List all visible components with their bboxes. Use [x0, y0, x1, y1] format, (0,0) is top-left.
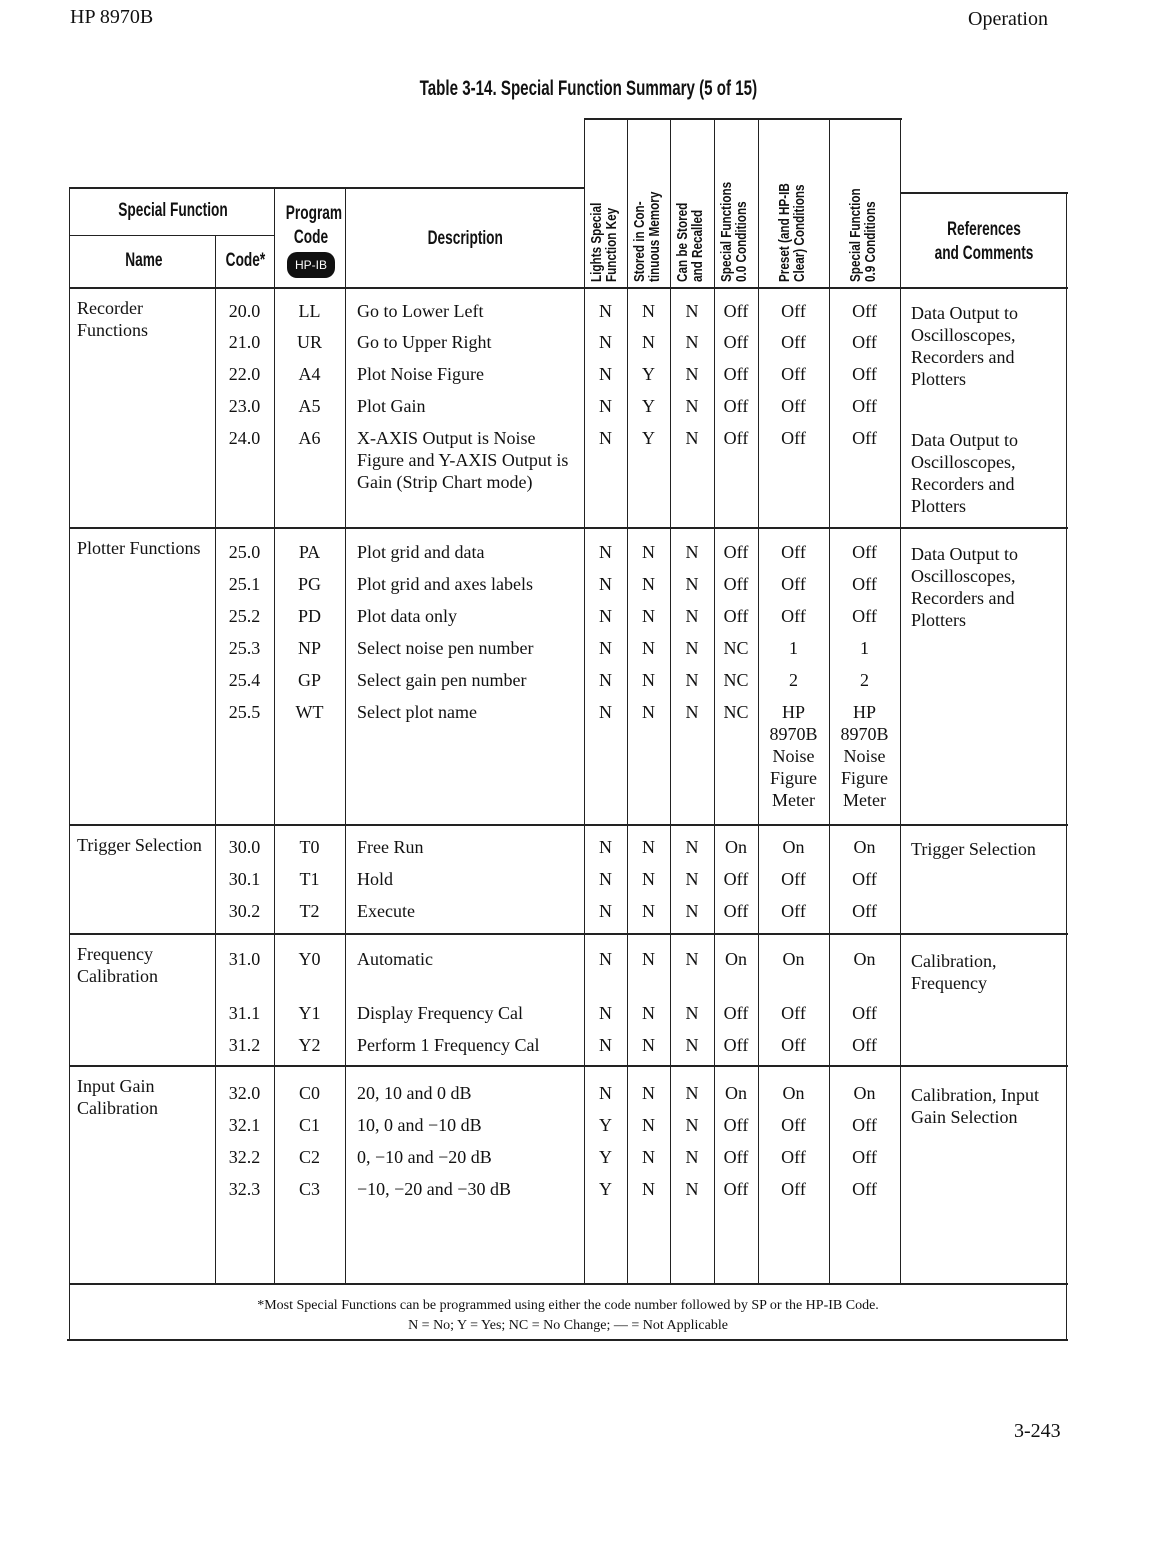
flag-value: On [782, 949, 805, 969]
hpib-code: UR [296, 332, 322, 352]
function-description: Plot grid and axes labels [357, 574, 533, 594]
group-divider [70, 1283, 1068, 1285]
hpib-code: C3 [298, 1179, 320, 1199]
flag-value: Off [781, 1035, 806, 1055]
flag-value: N [642, 1147, 655, 1167]
flag-value: Off [781, 396, 806, 416]
flag-value: Y [642, 364, 655, 384]
function-code: 30.0 [228, 837, 261, 857]
flag-value: NC [723, 702, 749, 722]
hpib-code: WT [295, 702, 324, 722]
flag-value: N [642, 837, 655, 857]
flag-value: Off [852, 1035, 877, 1055]
flag-value: On [853, 949, 876, 969]
flag-value: Off [723, 542, 749, 562]
header-flag-3: Special Functions 0.0 Conditions [718, 181, 750, 282]
footnote-legend: N = No; Y = Yes; NC = No Change; — = Not Applicable [408, 1318, 728, 1333]
flag-value: Off [723, 1147, 749, 1167]
flag-value: Off [852, 869, 877, 889]
function-description: 20, 10 and 0 dB [357, 1083, 472, 1103]
flag-value: Off [781, 869, 806, 889]
function-description: Select noise pen number [357, 638, 534, 658]
hpib-code: C2 [298, 1147, 320, 1167]
flag-value: On [782, 1083, 805, 1103]
table-border-bottom [67, 1339, 1068, 1341]
flag-value: N [642, 1115, 655, 1135]
flag-value: Off [781, 332, 806, 352]
header-flag-1: Stored in Con- tinuous Memory [630, 191, 663, 282]
function-code: 32.3 [228, 1179, 261, 1199]
function-code: 31.2 [228, 1035, 261, 1055]
flag-value: Off [852, 1147, 877, 1167]
function-code: 25.5 [228, 702, 261, 722]
function-description: Perform 1 Frequency Cal [357, 1035, 540, 1055]
flag-value: N [599, 837, 612, 857]
flag-value: NC [723, 638, 749, 658]
flag-value: N [642, 1035, 655, 1055]
flag-value: N [642, 869, 655, 889]
flag-value: N [642, 901, 655, 921]
flag-value: Off [723, 428, 749, 448]
reference-comment: Data Output to Oscilloscopes, Recorders and Plotters [911, 430, 1018, 516]
function-code: 21.0 [228, 332, 261, 352]
flag-value: 2 [789, 670, 798, 690]
flag-value: Y [599, 1147, 612, 1167]
flag-value: 1 [860, 638, 869, 658]
flag-value: Off [723, 364, 749, 384]
flag-value: Off [852, 332, 877, 352]
reference-comment: Calibration, Input Gain Selection [911, 1085, 1039, 1127]
reference-comment: Calibration, Frequency [911, 951, 997, 993]
flag-value: Off [852, 606, 877, 626]
flag-value: N [685, 702, 699, 722]
flag-value: Off [723, 606, 749, 626]
flag-value: Off [781, 301, 806, 321]
group-name: Input Gain Calibration [77, 1076, 158, 1118]
flag-value: Off [781, 901, 806, 921]
flag-value: N [599, 332, 612, 352]
hpib-code: A5 [298, 396, 321, 416]
flag-value: On [725, 949, 747, 969]
group-name: Recorder Functions [77, 298, 149, 340]
flag-value: Off [781, 606, 806, 626]
hpib-code: LL [298, 301, 321, 321]
header-code: Code* [225, 250, 265, 271]
header-program-code: Program Code HP-IB [275, 202, 347, 278]
flag-value: N [642, 670, 655, 690]
group-name: Frequency Calibration [77, 944, 158, 986]
table-border-top-right [900, 192, 1068, 194]
header-flag-2: Can be Stored and Recalled [674, 202, 706, 282]
page-number: 3-243 [1014, 1420, 1061, 1442]
function-description: Display Frequency Cal [357, 1003, 523, 1023]
header-references: References and Comments [934, 219, 1033, 264]
flag-value: N [599, 301, 612, 321]
hpib-code: C1 [298, 1115, 320, 1135]
flag-value: N [685, 1147, 699, 1167]
flag-value: Off [852, 1115, 877, 1135]
function-description: Automatic [357, 949, 433, 969]
flag-value: Off [723, 1115, 749, 1135]
function-description: Free Run [357, 837, 424, 857]
function-code: 23.0 [228, 396, 261, 416]
function-code: 25.4 [228, 670, 261, 690]
column-divider [345, 187, 346, 1283]
flag-value: Off [781, 364, 806, 384]
function-description: Execute [357, 901, 415, 921]
flag-value: Off [852, 1003, 877, 1023]
flag-value: N [685, 1003, 699, 1023]
hpib-code: PA [298, 542, 321, 562]
flag-value: Off [723, 332, 749, 352]
flag-value: Y [642, 428, 655, 448]
hpib-code: A6 [298, 428, 321, 448]
function-description: Go to Upper Right [357, 332, 492, 352]
function-code: 24.0 [228, 428, 261, 448]
flag-value: N [685, 869, 699, 889]
flag-value: Off [781, 1003, 806, 1023]
function-description: 10, 0 and −10 dB [357, 1115, 482, 1135]
flag-value: N [642, 638, 655, 658]
flag-value: Off [723, 1003, 749, 1023]
function-description: X-AXIS Output is Noise Figure and Y-AXIS Output is Gain (Strip Chart mode) [357, 428, 569, 492]
flag-value: N [642, 1083, 655, 1103]
hpib-code: Y0 [298, 949, 321, 969]
hpib-code: PG [297, 574, 321, 594]
function-code: 25.3 [228, 638, 261, 658]
flag-value: N [685, 542, 699, 562]
flag-value: On [853, 837, 876, 857]
flag-value: 1 [789, 638, 798, 658]
function-description: Select plot name [357, 702, 477, 722]
flag-value: HP 8970B Noise Figure Meter [840, 702, 889, 810]
flag-value: N [685, 1035, 699, 1055]
hpib-code: C0 [298, 1083, 320, 1103]
footnote-line-1: *Most Special Functions can be programmed using either the code number followed by SP or the HP-IB Code. [257, 1298, 879, 1313]
flag-value: N [599, 638, 612, 658]
flag-value: N [599, 542, 612, 562]
function-description: Plot Noise Figure [357, 364, 485, 384]
footnote [68, 1296, 1068, 1336]
flag-value: N [599, 364, 612, 384]
function-description: 0, −10 and −20 dB [357, 1147, 492, 1167]
flag-value: N [642, 606, 655, 626]
flag-value: N [685, 606, 699, 626]
flag-value: N [685, 428, 699, 448]
flag-value: Off [723, 574, 749, 594]
flag-value: Off [852, 574, 877, 594]
flag-value: N [685, 1115, 699, 1135]
header-flag-0: Lights Special Function Key [587, 202, 620, 282]
column-divider [900, 118, 901, 1283]
flag-value: N [599, 869, 612, 889]
function-description: Hold [357, 869, 393, 889]
hpib-code: A4 [298, 364, 321, 384]
flag-value: N [599, 428, 612, 448]
flag-value: N [685, 332, 699, 352]
flag-value: 2 [860, 670, 869, 690]
hpib-badge: HP-IB [287, 252, 335, 278]
header-model: HP 8970B [70, 6, 154, 28]
header-divider [70, 235, 275, 236]
group-divider [70, 933, 1068, 935]
flag-value: Off [852, 428, 877, 448]
flag-value: On [853, 1083, 876, 1103]
flag-value: N [599, 949, 612, 969]
flag-value: Off [852, 301, 877, 321]
flag-value: N [685, 670, 699, 690]
hpib-code: T0 [299, 837, 320, 857]
flag-value: N [599, 702, 612, 722]
flag-value: N [642, 949, 655, 969]
table-border-top-left [70, 187, 585, 189]
flag-value: Off [723, 901, 749, 921]
table-title: Table 3-14. Special Function Summary (5 of 15) [419, 77, 757, 100]
group-name: Plotter Functions [77, 538, 201, 558]
flag-value: Off [852, 364, 877, 384]
flag-value: N [685, 301, 699, 321]
table-border-top-flags [584, 118, 902, 120]
flag-value: N [599, 1035, 612, 1055]
flag-value: N [685, 574, 699, 594]
flag-value: N [599, 670, 612, 690]
flag-value: N [642, 574, 655, 594]
group-divider [70, 824, 1068, 826]
flag-value: N [642, 1003, 655, 1023]
header-section: Operation [968, 8, 1048, 30]
flag-value: N [642, 1179, 655, 1199]
hpib-code: T2 [299, 901, 320, 921]
flag-value: Y [642, 396, 655, 416]
header-special-function: Special Function [118, 200, 229, 221]
flag-value: Off [781, 428, 806, 448]
hpib-code: Y2 [298, 1035, 321, 1055]
header-description: Description [427, 228, 503, 249]
flag-value: N [642, 332, 655, 352]
flag-value: Off [781, 1115, 806, 1135]
flag-value: Off [723, 869, 749, 889]
function-description: Go to Lower Left [357, 301, 484, 321]
flag-value: N [642, 301, 655, 321]
flag-value: On [782, 837, 805, 857]
flag-value: On [725, 837, 747, 857]
hpib-code: T1 [299, 869, 320, 889]
hpib-code: NP [297, 638, 321, 658]
group-divider [70, 1065, 1068, 1067]
function-description: Select gain pen number [357, 670, 527, 690]
flag-value: Off [723, 396, 749, 416]
function-code: 31.0 [228, 949, 261, 969]
flag-value: N [599, 1003, 612, 1023]
flag-value: N [685, 1179, 699, 1199]
flag-value: N [599, 1083, 612, 1103]
flag-value: Off [723, 1179, 749, 1199]
flag-value: Off [723, 301, 749, 321]
flag-value: Off [781, 1179, 806, 1199]
function-code: 25.0 [228, 542, 261, 562]
header-flag-5: Special Function 0.9 Conditions [846, 188, 879, 282]
flag-value: N [685, 949, 699, 969]
flag-value: Y [599, 1179, 612, 1199]
table-border-right [1066, 192, 1067, 1340]
group-divider [70, 527, 1068, 529]
header-name: Name [124, 250, 163, 271]
flag-value: N [642, 542, 655, 562]
reference-comment: Data Output to Oscilloscopes, Recorders and Plotters [911, 544, 1018, 630]
flag-value: N [599, 396, 612, 416]
function-code: 32.0 [228, 1083, 261, 1103]
flag-value: N [599, 606, 612, 626]
function-code: 32.2 [228, 1147, 261, 1167]
flag-value: On [725, 1083, 747, 1103]
function-description: Plot Gain [357, 396, 426, 416]
flag-value: N [599, 901, 612, 921]
group-name: Trigger Selection [77, 835, 202, 855]
hpib-code: PD [297, 606, 321, 626]
header-flag-4: Preset (and HP-IB Clear) Conditions [775, 183, 808, 282]
flag-value: Off [852, 542, 877, 562]
flag-value: Off [852, 901, 877, 921]
flag-value: N [642, 702, 655, 722]
flag-value: N [599, 574, 612, 594]
flag-value: NC [723, 670, 749, 690]
function-code: 31.1 [228, 1003, 261, 1023]
flag-value: Off [852, 396, 877, 416]
table-border-left [69, 187, 70, 1340]
flag-value: N [685, 638, 699, 658]
flag-value: Off [723, 1035, 749, 1055]
reference-comment: Data Output to Oscilloscopes, Recorders and Plotters [911, 303, 1018, 389]
function-description: Plot grid and data [357, 542, 485, 562]
function-code: 20.0 [228, 301, 261, 321]
function-code: 25.2 [228, 606, 261, 626]
flag-value: Off [781, 1147, 806, 1167]
reference-comment: Trigger Selection [911, 839, 1036, 859]
flag-value: N [685, 364, 699, 384]
flag-value: N [685, 1083, 699, 1103]
hpib-code: Y1 [298, 1003, 321, 1023]
flag-value: N [685, 837, 699, 857]
flag-value: N [685, 901, 699, 921]
flag-value: HP 8970B Noise Figure Meter [769, 702, 818, 810]
function-code: 32.1 [228, 1115, 261, 1135]
flag-value: N [685, 396, 699, 416]
header-bottom-rule [70, 287, 1068, 289]
function-code: 30.2 [228, 901, 261, 921]
flag-value: Y [599, 1115, 612, 1135]
function-code: 22.0 [228, 364, 261, 384]
flag-value: Off [781, 542, 806, 562]
function-code: 30.1 [228, 869, 261, 889]
hpib-code: GP [297, 670, 321, 690]
flag-value: Off [852, 1179, 877, 1199]
function-description: −10, −20 and −30 dB [357, 1179, 511, 1199]
function-code: 25.1 [228, 574, 261, 594]
flag-value: Off [781, 574, 806, 594]
function-description: Plot data only [357, 606, 457, 626]
